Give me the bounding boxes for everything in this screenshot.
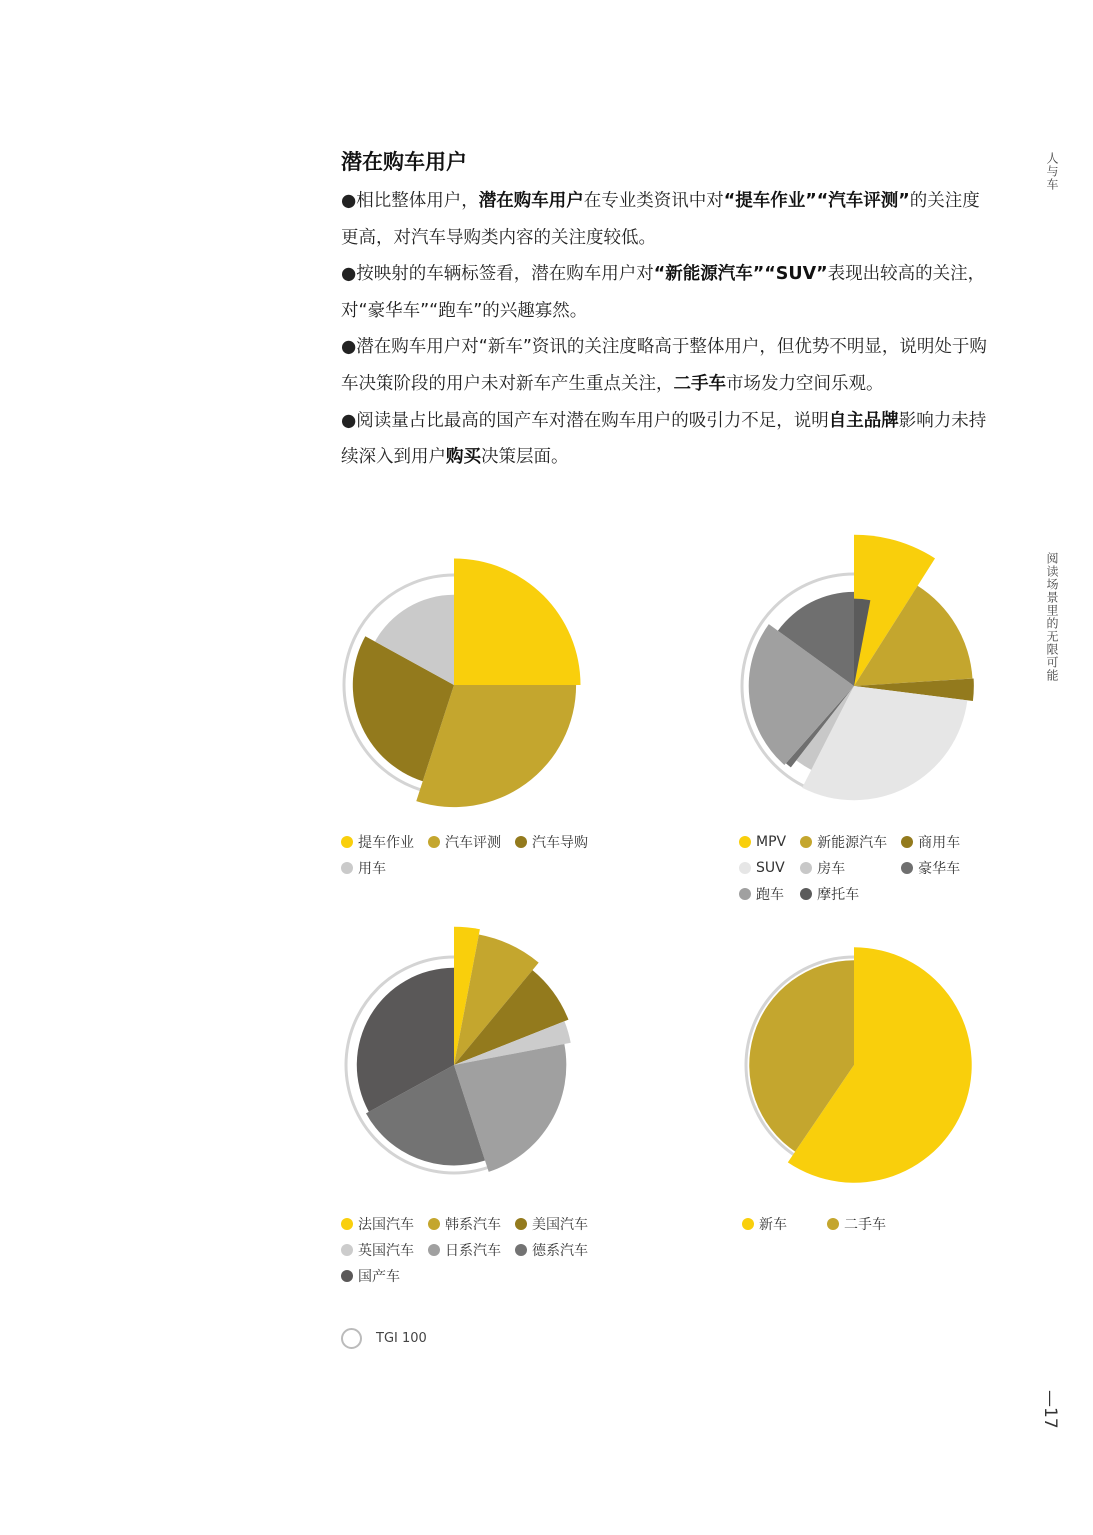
legend-label: 新能源汽车 <box>817 835 888 851</box>
legend-dot-icon <box>515 1244 527 1256</box>
legend-label: 商用车 <box>918 835 961 851</box>
legend-item <box>901 832 960 852</box>
legend-new-used <box>742 1214 886 1234</box>
legend-dot-icon <box>739 888 751 900</box>
pie-chart-country <box>334 910 594 1200</box>
legend-item <box>739 832 786 852</box>
body-text <box>341 183 997 476</box>
bullet-paragraph <box>341 403 997 476</box>
legend-dot-icon <box>341 836 353 848</box>
highlight-text: 潜在购车用户 <box>478 191 584 211</box>
pie-chart-topics <box>334 545 574 815</box>
legend-dot-icon <box>800 888 812 900</box>
legend-dot-icon <box>515 836 527 848</box>
paragraph-text: ●潜在购车用户对“新车”资讯的关注度略高于整体用户，但优势不明显，说明处于购车决策阶段的用户未对新车产生重点关注， <box>341 337 987 394</box>
legend-label: 用车 <box>358 861 386 877</box>
legend-item <box>827 1214 886 1234</box>
legend-item <box>428 1240 501 1260</box>
legend-dot-icon <box>800 836 812 848</box>
legend-dot-icon <box>800 862 812 874</box>
legend-label: 法国汽车 <box>358 1217 414 1233</box>
highlight-text: 自主品牌 <box>828 410 899 431</box>
paragraph-text: ●相比整体用户， <box>341 191 479 211</box>
bullet-paragraph <box>341 329 997 402</box>
paragraph-text: 市场发力空间乐观。 <box>726 373 884 394</box>
paragraph-text: 表现出较高的关注，对“豪华车”“跑车”的兴趣寡然。 <box>341 264 986 321</box>
pie-slice <box>454 559 581 686</box>
legend-dot-icon <box>739 862 751 874</box>
paragraph-text: 在专业类资讯中对 <box>583 191 724 211</box>
legend-label: 汽车评测 <box>445 835 501 851</box>
legend-label: MPV <box>756 834 787 850</box>
legend-dot-icon <box>341 862 353 874</box>
highlight-text: 二手车 <box>673 373 726 394</box>
legend-item <box>341 1214 414 1234</box>
legend-dot-icon <box>341 1218 353 1230</box>
legend-item <box>341 1266 414 1286</box>
legend-dot-icon <box>739 836 751 848</box>
legend-item <box>515 1240 588 1260</box>
highlight-text: “提车作业”“汽车评测” <box>723 191 910 211</box>
paragraph-text: 影响力未持续深入到用户 <box>341 410 987 468</box>
tgi-reference-legend <box>341 1328 427 1349</box>
legend-dot-icon <box>428 1218 440 1230</box>
legend-dot-icon <box>515 1218 527 1230</box>
legend-dot-icon <box>341 1244 353 1256</box>
legend-label: 韩系汽车 <box>445 1217 501 1233</box>
running-header: 人与车 <box>1045 152 1059 191</box>
legend-country <box>341 1214 588 1286</box>
bullet-paragraph <box>341 256 997 329</box>
legend-dot-icon <box>341 1270 353 1282</box>
legend-dot-icon <box>428 836 440 848</box>
legend-item <box>341 832 414 852</box>
legend-label: 汽车导购 <box>532 835 588 851</box>
legend-item <box>800 832 887 852</box>
paragraph-text: 的关注度更高，对汽车导购类内容的关注度较低。 <box>341 191 980 248</box>
legend-label: 房车 <box>817 861 846 877</box>
page-number: —17 <box>1040 1390 1060 1429</box>
legend-label: 摩托车 <box>817 887 860 903</box>
legend-item <box>901 858 960 878</box>
legend-topics <box>341 832 588 878</box>
pie-chart-new-used <box>734 935 994 1195</box>
legend-item <box>341 1240 414 1260</box>
chapter-title: 阅读场景里的无限可能 <box>1045 552 1059 682</box>
legend-dot-icon <box>827 1218 839 1230</box>
legend-dot-icon <box>742 1218 754 1230</box>
bullet-paragraph <box>341 183 997 256</box>
legend-label: SUV <box>756 860 785 876</box>
legend-item <box>515 832 588 852</box>
legend-label: 跑车 <box>756 887 784 903</box>
legend-item <box>341 858 414 878</box>
paragraph-text: ●阅读量占比最高的国产车对潜在购车用户的吸引力不足，说明 <box>341 410 829 431</box>
legend-label: 豪华车 <box>918 861 961 877</box>
legend-item <box>428 1214 501 1234</box>
legend-item <box>739 858 786 878</box>
tgi-ring-icon <box>341 1328 362 1349</box>
legend-label: 新车 <box>759 1217 787 1233</box>
paragraph-text: ●按映射的车辆标签看，潜在购车用户对 <box>341 264 654 285</box>
legend-item <box>739 884 786 904</box>
pie-chart-vehicle-tags <box>734 528 994 818</box>
legend-item <box>800 858 887 878</box>
legend-dot-icon <box>901 862 913 874</box>
legend-label: 提车作业 <box>358 835 414 851</box>
legend-label: 美国汽车 <box>532 1217 588 1233</box>
highlight-text: 购买 <box>446 447 481 468</box>
legend-label: 国产车 <box>358 1269 400 1285</box>
legend-dot-icon <box>901 836 913 848</box>
tgi-label: TGI 100 <box>376 1331 427 1346</box>
legend-label: 日系汽车 <box>445 1243 501 1259</box>
legend-label: 二手车 <box>844 1217 886 1233</box>
legend-item <box>742 1214 787 1234</box>
legend-item <box>800 884 887 904</box>
legend-item <box>515 1214 588 1234</box>
legend-item <box>428 832 501 852</box>
legend-label: 英国汽车 <box>358 1243 414 1259</box>
legend-label: 德系汽车 <box>532 1243 588 1259</box>
highlight-text: “新能源汽车”“SUV” <box>653 264 828 285</box>
legend-dot-icon <box>428 1244 440 1256</box>
section-title: 潜在购车用户 <box>341 150 467 174</box>
paragraph-text: 决策层面。 <box>481 447 569 468</box>
legend-vehicle-tags <box>739 832 960 904</box>
